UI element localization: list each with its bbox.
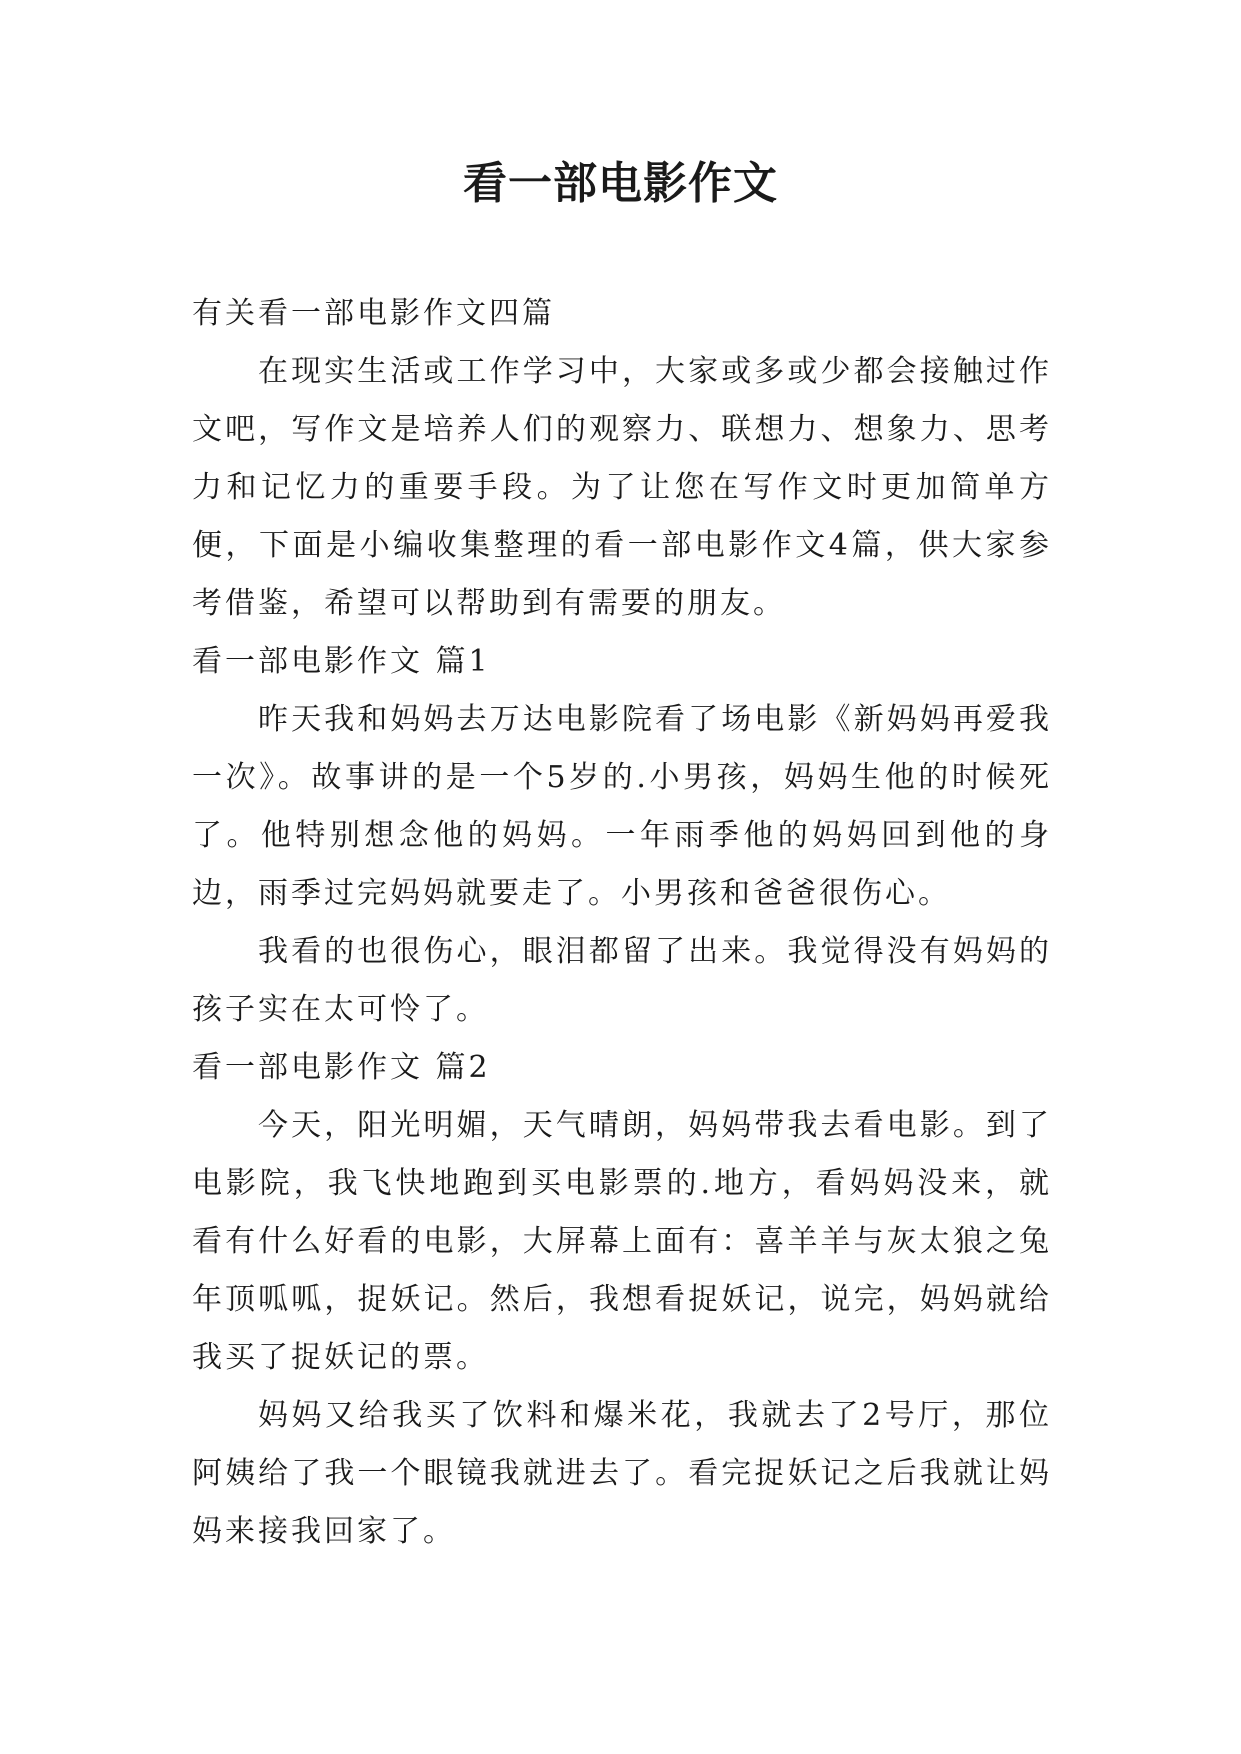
intro-paragraph: 在现实生活或工作学习中，大家或多或少都会接触过作文吧，写作文是培养人们的观察力、联想力、想象力、思考力和记忆力的重要手段。为了让您在写作文时更加简单方便，下面是小编收集整理的看一部电影作文4篇，供大家参考借鉴，希望可以帮助到有需要的朋友。 <box>192 354 1052 621</box>
section-2-paragraph-1: 今天，阳光明媚，天气晴朗，妈妈带我去看电影。到了电影院，我飞快地跑到买电影票的.地方，看妈妈没来，就看有什么好看的电影，大屏幕上面有：喜羊羊与灰太狼之兔年顶呱呱，捉妖记。然后，我想看捉妖记，说完，妈妈就给我买了捉妖记的票。 <box>192 1108 1052 1375</box>
section-1-paragraph-1: 昨天我和妈妈去万达电影院看了场电影《新妈妈再爱我一次》。故事讲的是一个5岁的.小男孩，妈妈生他的时候死了。他特别想念他的妈妈。一年雨季他的妈妈回到他的身边，雨季过完妈妈就要走了。小男孩和爸爸很伤心。 <box>192 702 1052 911</box>
section-heading-2: 看一部电影作文 篇2 <box>192 1050 491 1085</box>
intro-heading: 有关看一部电影作文四篇 <box>192 296 555 331</box>
section-2-paragraph-2: 妈妈又给我买了饮料和爆米花，我就去了2号厅，那位阿姨给了我一个眼镜我就进去了。看完捉妖记之后我就让妈妈来接我回家了。 <box>192 1398 1052 1549</box>
section-heading-1: 看一部电影作文 篇1 <box>192 644 491 679</box>
document-title: 看一部电影作文 <box>463 158 778 209</box>
document-body <box>192 285 1052 1561</box>
section-1-paragraph-2: 我看的也很伤心，眼泪都留了出来。我觉得没有妈妈的孩子实在太可怜了。 <box>192 934 1052 1027</box>
